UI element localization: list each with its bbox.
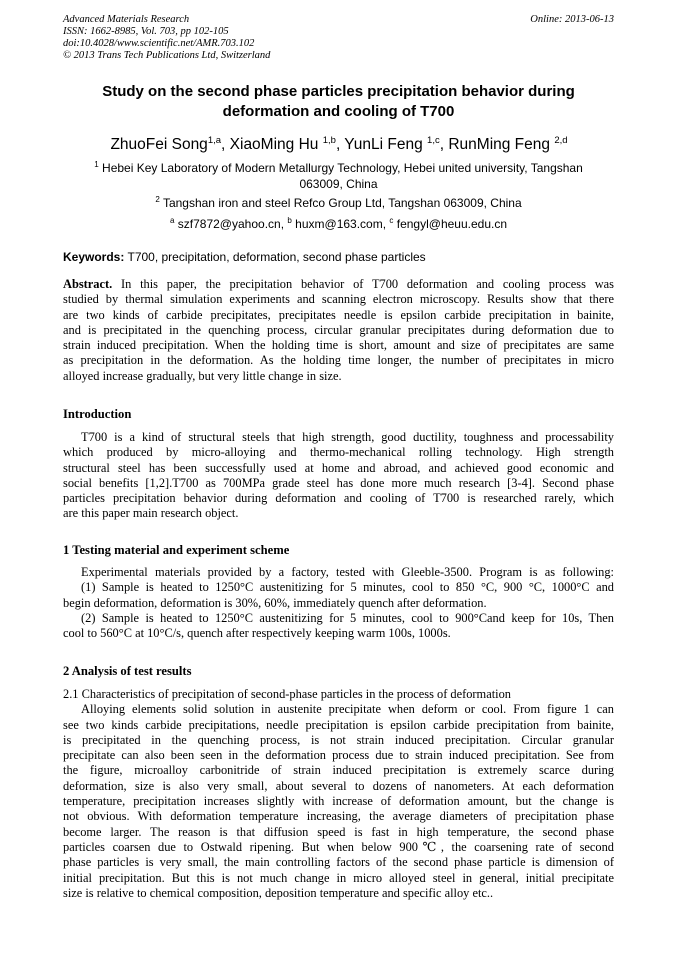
section2-line: precipitate can also been seen in the deformation process due to strain induced precipitation. See from [63, 748, 614, 763]
section2-line: size is relative to chemical composition, deposition temperature and specific alloy etc.. [63, 885, 494, 900]
section1-body [63, 565, 614, 641]
section2-line: not obvious. With deformation temperature increasing, the average diameters of precipitation phase [63, 809, 614, 824]
affiliation-2 [63, 192, 614, 211]
email-link[interactable]: szf7872@yahoo.cn, [177, 217, 285, 231]
abstract-line: and is precipitated in the quenching process, circular granular precipitates during deformation due to [63, 322, 614, 337]
author-name: XiaoMing Hu [229, 136, 319, 154]
author-name: ZhuoFei Song [110, 136, 208, 154]
title-line: deformation and cooling of T700 [222, 103, 455, 120]
section2-line: temperature, precipitation increases slightly with increase of deformation amount, but the change is [63, 794, 614, 809]
abstract-line: as precipitation in the deformation. As the holding time longer, the number of precipitates in micro [63, 353, 614, 368]
affil-sup: 2 [155, 195, 160, 204]
section2-line: the figure, microalloy carbonitride of strain induced precipitation is extremely scarce during [63, 763, 614, 778]
author-name: YunLi Feng [344, 136, 423, 154]
section2-line: phase particles is very small, the main controlling factors of the second phase particle is dimension of [63, 855, 614, 870]
title-line: Study on the second phase particles precipitation behavior during [102, 83, 575, 100]
copyright-line: © 2013 Trans Tech Publications Ltd, Switzerland [63, 50, 271, 61]
section1-heading: 1 Testing material and experiment scheme [63, 543, 290, 557]
section1-line: begin deformation, deformation is 30%, 60%, immediately quench after deformation. [63, 595, 487, 610]
intro-line: which produced by micro-alloying and thermo-mechanical rolling technology. High strength [63, 445, 614, 460]
abstract-line: strain induced precipitation. When the holding time is short, amount and size of precipitates are same [63, 338, 614, 353]
intro-line: T700 is a kind of structural steels that high strength, good ductility, toughness and processability [81, 430, 614, 444]
affiliation-1 [63, 157, 614, 192]
email-sup: c [389, 216, 394, 225]
intro-line: social benefits [1,2].T700 as 700MPa grade steel has done more much research [3-4]. Second phase [63, 475, 614, 490]
author-affil-sup: 1,a [207, 135, 222, 146]
section2-line: particles coarsen due to Ostwald ripening. But when below 900℃, the coarsening rate of second [63, 839, 614, 854]
email-sup: b [287, 216, 292, 225]
author-affil-sup: 1,c [427, 135, 440, 146]
section1-line: cool to 560°C at 10°C/s, quench after respectively keeping warm 100s, 1000s. [63, 626, 451, 641]
section2-heading: 2 Analysis of test results [63, 664, 192, 678]
introduction-heading: Introduction [63, 407, 132, 421]
abstract-label: Abstract. [63, 277, 113, 291]
email-sup: a [169, 216, 175, 225]
author-name: RunMing Feng [448, 136, 551, 154]
introduction-body [63, 430, 614, 522]
section2-line: see two kinds carbide precipitations, needle precipitation is epsilon carbide precipitation from bainite, [63, 717, 614, 732]
intro-line: particles precipitation behavior during deformation and cooling of T700 is researched rarely, which [63, 491, 614, 506]
journal-header [63, 14, 270, 62]
email-link[interactable]: fengyl@heuu.edu.cn [396, 217, 508, 231]
email-list [63, 213, 614, 232]
section2-line: initial precipitation. But this is not much change in micro alloyed steel in general, initial precipitate [63, 870, 614, 885]
email-link[interactable]: huxm@163.com, [295, 217, 387, 231]
journal-name: Advanced Materials Research [63, 14, 190, 25]
affil-text: 063009, China [299, 177, 378, 191]
affil-text: Hebei Key Laboratory of Modern Metallurgy Technology, Hebei united university, Tangshan [102, 161, 583, 175]
abstract-line [63, 277, 614, 292]
section1-line: (1) Sample is heated to 1250°C austenitizing for 5 minutes, cool to 850 °C, 900 °C, 1000°C and [81, 580, 614, 595]
keywords-label: Keywords: [63, 250, 125, 264]
online-date: Online: 2013-06-13 [530, 14, 614, 25]
section2-line: is precipitated in the quenching process, is not strain induced precipitation. Circular granular [63, 732, 614, 747]
intro-line: are this paper main research object. [63, 506, 239, 521]
issn-line: ISSN: 1662-8985, Vol. 703, pp 102-105 [63, 26, 229, 37]
doi-line: doi:10.4028/www.scientific.net/AMR.703.102 [63, 38, 255, 49]
section1-line: Experimental materials provided by a factory, tested with Gleeble-3500. Program is as following: [81, 565, 614, 579]
keywords-text: T700, precipitation, deformation, second phase particles [127, 250, 426, 264]
author-list: ZhuoFei Song$^{1,a}$, XiaoMing Hu $^{1,b}$, YunLi Feng $^{1,c}$, RunMing Feng $^{2,d}$ [110, 135, 568, 154]
section1-line: (2) Sample is heated to 1250°C austenitizing for 5 minutes, cool to 900°Cand keep for 10s, Then [81, 610, 614, 625]
abstract [63, 277, 614, 384]
abstract-text: In this paper, the precipitation behavior of T700 deformation and cooling process was [121, 277, 614, 291]
section2-body [63, 687, 614, 901]
intro-line: structural steel has been successfully used at home and abroad, and achieved good economic and [63, 460, 614, 475]
abstract-line: are two kinds of carbide precipitates, precipitates needle is epsilon carbide precipitation in bainite, [63, 307, 614, 322]
abstract-line: studied by thermal simulation experiments and scanning electron microscopy. Results show that there [63, 292, 614, 307]
section2-line: deformation, size is also very small, about several to dozens of nanometers. At each deformation [63, 778, 614, 793]
author-affil-sup: 2,d [554, 135, 568, 146]
paper-title [63, 82, 614, 122]
keywords [63, 250, 614, 264]
subsection-heading: 2.1 Characteristics of precipitation of second-phase particles in the process of deformation [63, 687, 511, 701]
affil-text: Tangshan iron and steel Refco Group Ltd, Tangshan 063009, China [162, 196, 522, 210]
abstract-line: alloyed increase gradually, but very little change in size. [63, 368, 342, 383]
section2-line: become larger. The reason is that diffusion speed is fast in high temperature, the second phase [63, 824, 614, 839]
author-affil-sup: 1,b [322, 135, 336, 146]
affil-sup: 1 [94, 160, 99, 169]
section2-line: Alloying elements solid solution in austenite precipitate when deform or cool. From figure 1 can [81, 702, 614, 717]
